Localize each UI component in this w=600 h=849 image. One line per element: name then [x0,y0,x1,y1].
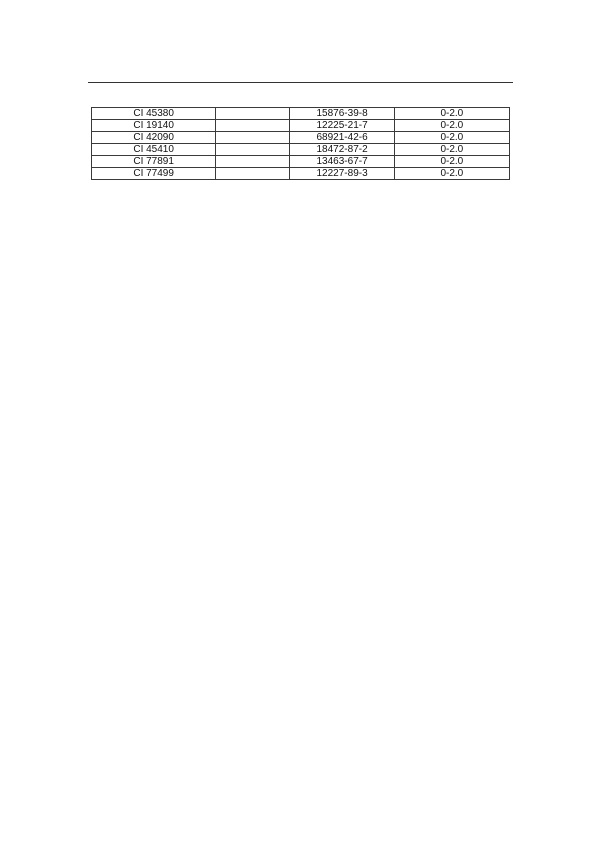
cas-number-cell: 18472-87-2 [290,144,394,156]
concentration-range-cell: 0-2.0 [394,120,509,132]
ingredient-name-cell: CI 77499 [92,168,216,180]
ingredient-name-cell: CI 45380 [92,108,216,120]
ingredient-name-cell: CI 45410 [92,144,216,156]
cas-number-cell: 12227-89-3 [290,168,394,180]
blank-cell [216,168,290,180]
blank-cell [216,144,290,156]
blank-cell [216,132,290,144]
concentration-range-cell: 0-2.0 [394,132,509,144]
table-row [92,132,510,144]
concentration-range-cell: 0-2.0 [394,108,509,120]
ingredient-table [91,107,510,180]
cas-number-cell: 12225-21-7 [290,120,394,132]
table-row [92,120,510,132]
table-row [92,156,510,168]
ingredient-name-cell: CI 19140 [92,120,216,132]
blank-cell [216,108,290,120]
cas-number-cell: 13463-67-7 [290,156,394,168]
ingredient-name-cell: CI 77891 [92,156,216,168]
blank-cell [216,156,290,168]
cas-number-cell: 68921-42-6 [290,132,394,144]
blank-cell [216,120,290,132]
table-row [92,108,510,120]
concentration-range-cell: 0-2.0 [394,168,509,180]
cas-number-cell: 15876-39-8 [290,108,394,120]
table-row [92,144,510,156]
concentration-range-cell: 0-2.0 [394,144,509,156]
header-rule [88,82,513,83]
concentration-range-cell: 0-2.0 [394,156,509,168]
table-row [92,168,510,180]
ingredient-name-cell: CI 42090 [92,132,216,144]
